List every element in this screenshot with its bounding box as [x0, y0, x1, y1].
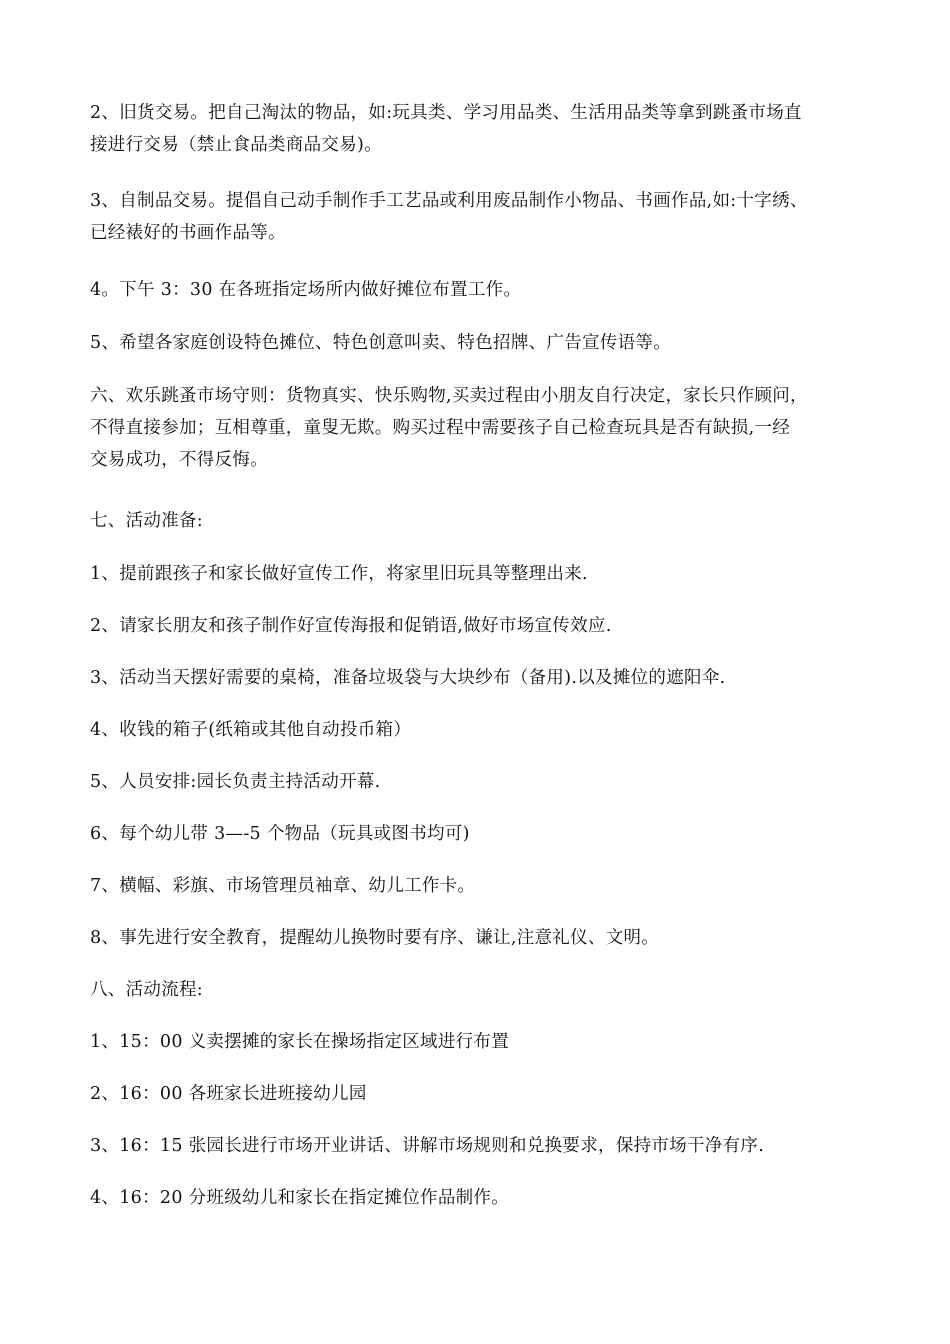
text-line: 已经裱好的书画作品等。 [90, 223, 286, 243]
prep-item-8 [90, 922, 880, 954]
paragraph-special-booths [90, 327, 880, 359]
text-line: 不得直接参加；互相尊重，童叟无欺。购买过程中需要孩子自己检查玩具是否有缺损,一经 [90, 418, 791, 438]
prep-item-3 [90, 662, 880, 694]
text-line: 1、15：00 义卖摆摊的家长在操场指定区域进行布置 [90, 1032, 510, 1052]
text-line: 七、活动准备: [90, 511, 203, 531]
text-line: 2、旧货交易。把自己淘汰的物品，如:玩具类、学习用品类、生活用品类等拿到跳蚤市场直 [90, 103, 802, 123]
section-heading-preparation [90, 505, 880, 537]
paragraph-used-goods-trade [90, 97, 880, 161]
text-line: 接进行交易（禁止食品类商品交易)。 [90, 135, 382, 155]
text-line: 3、16：15 张园长进行市场开业讲话、讲解市场规则和兑换要求，保持市场干净有序. [90, 1136, 765, 1156]
text-line: 2、16：00 各班家长进班接幼儿园 [90, 1084, 367, 1104]
text-line: 5、人员安排:园长负责主持活动开幕. [90, 772, 381, 792]
process-item-1 [90, 1026, 880, 1058]
text-line: 7、横幅、彩旗、市场管理员袖章、幼儿工作卡。 [90, 876, 476, 896]
prep-item-7 [90, 870, 880, 902]
paragraph-booth-setup-time [90, 274, 880, 306]
text-line: 8、事先进行安全教育，提醒幼儿换物时要有序、谦让,注意礼仪、文明。 [90, 928, 660, 948]
text-line: 4。下午 3：30 在各班指定场所内做好摊位布置工作。 [90, 280, 522, 300]
process-item-4 [90, 1182, 880, 1214]
prep-item-2 [90, 610, 880, 642]
prep-item-4 [90, 714, 880, 746]
text-line: 八、活动流程: [90, 980, 203, 1000]
paragraph-market-rules [90, 380, 880, 476]
process-item-3 [90, 1130, 880, 1162]
prep-item-1 [90, 558, 880, 590]
text-line: 3、活动当天摆好需要的桌椅，准备垃圾袋与大块纱布（备用).以及摊位的遮阳伞. [90, 668, 726, 688]
text-line: 2、请家长朋友和孩子制作好宣传海报和促销语,做好市场宣传效应. [90, 616, 612, 636]
section-heading-process [90, 974, 880, 1006]
text-line: 6、每个幼儿带 3—-5 个物品（玩具或图书均可) [90, 824, 470, 844]
text-line: 交易成功，不得反悔。 [90, 450, 268, 470]
text-line: 3、自制品交易。提倡自己动手制作手工艺品或利用废品制作小物品、书画作品,如:十字绣、 [90, 191, 808, 211]
process-item-2 [90, 1078, 880, 1110]
prep-item-6 [90, 818, 880, 850]
text-line: 4、收钱的箱子(纸箱或其他自动投币箱） [90, 720, 412, 740]
text-line: 5、希望各家庭创设特色摊位、特色创意叫卖、特色招牌、广告宣传语等。 [90, 333, 672, 353]
prep-item-5 [90, 766, 880, 798]
text-line: 六、欢乐跳蚤市场守则：货物真实、快乐购物,买卖过程由小朋友自行决定，家长只作顾问， [90, 386, 808, 406]
paragraph-handmade-trade [90, 185, 880, 249]
text-line: 1、提前跟孩子和家长做好宣传工作，将家里旧玩具等整理出来. [90, 564, 588, 584]
text-line: 4、16：20 分班级幼儿和家长在指定摊位作品制作。 [90, 1188, 510, 1208]
